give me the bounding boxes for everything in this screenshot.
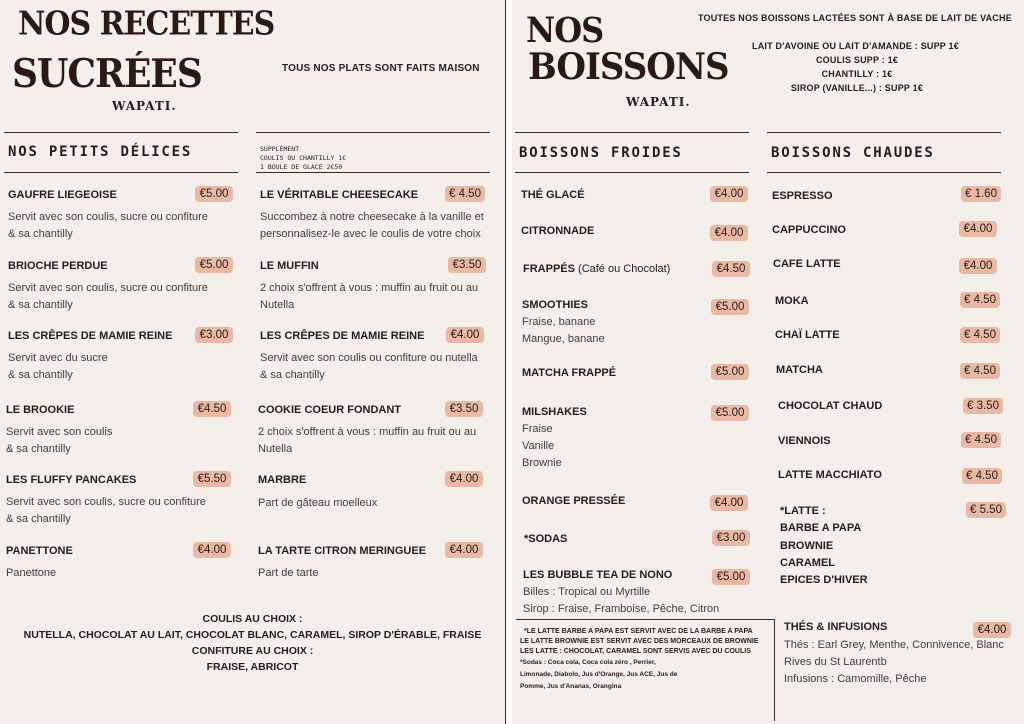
drink-price: €4.00 — [710, 225, 748, 241]
menu-item-price: €4.00 — [445, 542, 483, 558]
drink-price: €4.00 — [710, 495, 748, 511]
menu-item-name: LES CRÊPES DE MAMIE REINE — [8, 330, 173, 342]
menu-item-desc: & sa chantilly — [6, 443, 71, 455]
cold-rule-bottom — [515, 172, 749, 173]
drink-price: €5.00 — [711, 364, 749, 380]
menu-item-name: LE MUFFIN — [260, 260, 319, 272]
infusions-desc: Rives du St Laurentb — [784, 656, 887, 668]
infusions-desc: Thés : Earl Grey, Menthe, Connivence, Blanc — [784, 639, 1004, 651]
drink-name: ESPRESSO — [772, 190, 833, 202]
menu-item-name: LES CRÊPES DE MAMIE REINE — [260, 330, 425, 342]
drink-name: THÉ GLACÉ — [521, 189, 585, 201]
menu-item-name: GAUFRE LIEGEOISE — [8, 189, 117, 201]
note-line: *Sodas : Coca cola, Coca cola zéro , Perrier, — [520, 659, 656, 666]
menu-item-desc: Part de tarte — [258, 567, 319, 579]
hot-rule-bottom — [767, 172, 1001, 173]
footer-coulis-title: COULIS AU CHOIX : — [202, 613, 303, 625]
footer-coulis-list: NUTELLA, CHOCOLAT AU LAIT, CHOCOLAT BLANC, CARAMEL, SIROP D'ÉRABLE, FRAISE — [23, 629, 482, 641]
menu-item-name: PANETTONE — [6, 545, 73, 557]
note-line: Limonade, Diabolo, Jus d'Orange, Jus ACE, Jus de — [520, 671, 678, 678]
drink-name: *SODAS — [524, 533, 568, 545]
drink-name: MOKA — [775, 295, 809, 307]
page-fold — [505, 0, 512, 724]
menu-item-name: MARBRE — [258, 474, 307, 486]
drink-desc: Vanille — [522, 440, 555, 452]
notes-rule — [516, 619, 774, 620]
menu-item-desc: & sa chantilly — [8, 228, 73, 240]
supp-line-4: SIROP (VANILLE...) : SUPP 1€ — [790, 83, 924, 93]
menu-item-price: €5.00 — [195, 186, 233, 202]
drink-price: € 4.50 — [961, 432, 1001, 448]
dairy-note: TOUTES NOS BOISSONS LACTÉES SONT À BASE DE LAIT DE VACHE — [698, 13, 1012, 23]
section-rule-bottom — [4, 172, 238, 173]
drink-desc: Brownie — [522, 457, 562, 469]
right-title-line2: BOISSONS — [528, 45, 729, 89]
menu-item-price: €5.50 — [193, 471, 231, 487]
menu-item-price: €4.00 — [445, 471, 483, 487]
drink-price: € 4.50 — [960, 327, 1000, 343]
note-line: LE LATTE BROWNIE EST SERVIT AVEC DES MORCEAUX DE BROWNIE — [520, 638, 759, 645]
drink-desc: Billes : Tropical ou Myrtille — [523, 586, 651, 598]
menu-item-desc: personnalisez-le avec le coulis de votre choix — [260, 228, 481, 240]
drink-name: LES BUBBLE TEA DE NONO — [523, 569, 673, 581]
menu-item-desc: Panettone — [6, 567, 57, 579]
menu-item-desc: Servit avec son coulis ou confiture ou nutella — [260, 352, 478, 364]
hot-rule-top — [767, 132, 1001, 133]
drink-price: €4.00 — [959, 221, 997, 237]
notes-vrule — [774, 619, 775, 721]
supplement-line-2: COULIS OU CHANTILLY 1€ — [260, 154, 347, 162]
drink-price: € 4.50 — [960, 292, 1000, 308]
drink-name: FRAPPÉS — [523, 263, 575, 275]
left-tagline: TOUS NOS PLATS SONT FAITS MAISON — [282, 63, 480, 74]
section-rule-top — [4, 132, 238, 133]
menu-item-desc: & sa chantilly — [8, 369, 73, 381]
drink-price: € 4.50 — [960, 363, 1000, 379]
menu-item-desc: Succombez à notre cheesecake à la vanille et — [260, 211, 484, 223]
infusions-title: THÉS & INFUSIONS — [784, 621, 888, 633]
drink-name: CHOCOLAT CHAUD — [778, 400, 883, 412]
menu-item-name: LA TARTE CITRON MERINGUEE — [258, 545, 427, 557]
drink-price: €5.00 — [711, 405, 749, 421]
drink-price: €4.00 — [959, 258, 997, 274]
drink-price: €5.00 — [712, 569, 750, 585]
drink-name: LATTE MACCHIATO — [778, 469, 882, 481]
drink-name: CAPPUCCINO — [772, 224, 846, 236]
menu-item-price: €4.50 — [193, 401, 231, 417]
section-title-cold: BOISSONS FROIDES — [519, 145, 683, 161]
menu-item-name: BRIOCHE PERDUE — [8, 260, 108, 272]
menu-item-desc: Nutella — [258, 443, 293, 455]
latte-flavour: CARAMEL — [780, 557, 835, 569]
drink-name: ORANGE PRESSÉE — [522, 495, 626, 507]
drink-price: €3.00 — [712, 530, 750, 546]
menu-item-price: €5.00 — [195, 257, 233, 273]
note-line: *LE LATTE BARBE A PAPA EST SERVIT AVEC DE LA BARBE A PAPA — [524, 628, 753, 635]
note-line: Pomme, Jus d'Ananas, Orangina — [520, 683, 622, 690]
left-title-line2: SUCRÉES — [12, 51, 202, 97]
drink-name: CHAÏ LATTE — [775, 329, 840, 341]
drink-desc: Fraise, banane — [522, 316, 596, 328]
supplement-rule-bottom — [256, 172, 490, 173]
supp-line-2: COULIS SUPP : 1€ — [815, 55, 899, 65]
supp-line-3: CHANTILLY : 1€ — [821, 69, 893, 79]
drink-price: € 1.60 — [961, 186, 1001, 202]
drink-name: CITRONNADE — [521, 225, 595, 237]
drink-name: MATCHA FRAPPÉ — [522, 367, 617, 379]
drink-name: CAFE LATTE — [773, 258, 841, 270]
drink-name: MILSHAKES — [522, 406, 587, 418]
menu-item-desc: Part de gâteau moelleux — [258, 497, 378, 509]
footer-confiture-title: CONFITURE AU CHOIX : — [191, 645, 314, 657]
drink-price: € 3.50 — [963, 398, 1003, 414]
cold-rule-top — [515, 132, 749, 133]
footer-confiture-list: FRAISE, ABRICOT — [206, 661, 299, 673]
infusions-desc: Infusions : Camomille, Pêche — [784, 673, 927, 685]
menu-item-name: LE BROOKIE — [6, 404, 75, 416]
drink-name-frappes — [523, 263, 670, 275]
drink-desc: Sirop : Fraise, Framboise, Pêche, Citron — [523, 603, 720, 615]
menu-item-desc: Servit avec son coulis — [6, 426, 113, 438]
menu-item-name: LE VÉRITABLE CHEESECAKE — [260, 189, 419, 201]
menu-item-desc: & sa chantilly — [260, 369, 325, 381]
menu-item-price: €3.00 — [195, 327, 233, 343]
section-title-petits-delices: NOS PETITS DÉLICES — [8, 144, 193, 160]
menu-item-price: € 4.50 — [445, 186, 485, 202]
latte-flavour: EPICES D'HIVER — [780, 574, 868, 586]
drink-name: VIENNOIS — [778, 435, 831, 447]
left-brand: WAPATI. — [112, 99, 177, 113]
menu-item-desc: 2 choix s'offrent à vous : muffin au fruit ou au — [260, 282, 479, 294]
right-brand: WAPATI. — [626, 95, 691, 109]
drink-name: MATCHA — [776, 364, 823, 376]
latte-title: *LATTE : — [780, 505, 826, 517]
drink-name-suffix: (Café ou Chocolat) — [574, 263, 671, 275]
drink-desc: Mangue, banane — [522, 333, 605, 345]
menu-item-name: COOKIE COEUR FONDANT — [258, 404, 401, 416]
menu-item-desc: & sa chantilly — [8, 299, 73, 311]
right-title-line1: NOS — [526, 9, 604, 51]
latte-flavour: BROWNIE — [780, 540, 834, 552]
drink-name: SMOOTHIES — [522, 299, 589, 311]
note-line: LES LATTE : CHOCOLAT, CARAMEL SONT SERVIS AVEC DU COULIS — [520, 648, 751, 655]
menu-item-desc: Servit avec du sucre — [8, 352, 108, 364]
menu-item-desc: Servit avec son coulis, sucre ou confiture — [8, 211, 208, 223]
menu-item-price: €3.50 — [448, 257, 486, 273]
menu-item-desc: Servit avec son coulis, sucre ou confiture — [8, 282, 208, 294]
drink-desc: Fraise — [522, 423, 553, 435]
menu-item-desc: 2 choix s'offrent à vous : muffin au fruit ou au — [258, 426, 477, 438]
right-page — [512, 0, 1024, 724]
supplement-rule-top — [256, 132, 490, 133]
menu-item-desc: & sa chantilly — [6, 513, 71, 525]
supp-line-1: LAIT D'AVOINE OU LAIT D'AMANDE : SUPP 1€ — [752, 41, 959, 51]
drink-price: €5.00 — [711, 299, 749, 315]
supplement-line-3: 1 BOULE DE GLACE 2€50 — [260, 163, 343, 171]
infusions-price: €4.00 — [973, 622, 1011, 638]
menu-item-name: LES FLUFFY PANCAKES — [6, 474, 137, 486]
latte-flavour: BARBE A PAPA — [780, 522, 862, 534]
latte-price: € 5.50 — [966, 502, 1006, 518]
supplement-line-1: SUPPLÉMENT — [260, 145, 300, 153]
menu-item-desc: Nutella — [260, 299, 295, 311]
left-title-line1: NOS RECETTES — [18, 5, 275, 44]
drink-price: €4.00 — [710, 186, 748, 202]
drink-price: € 4.50 — [962, 468, 1002, 484]
left-page — [0, 0, 505, 724]
menu-item-price: €4.00 — [446, 327, 484, 343]
drink-price: €4.50 — [712, 261, 750, 277]
menu-item-price: €4.00 — [193, 542, 231, 558]
menu-item-desc: Servit avec son coulis, sucre ou confiture — [6, 496, 206, 508]
section-title-hot: BOISSONS CHAUDES — [771, 145, 935, 161]
menu-item-price: €3.50 — [445, 401, 483, 417]
